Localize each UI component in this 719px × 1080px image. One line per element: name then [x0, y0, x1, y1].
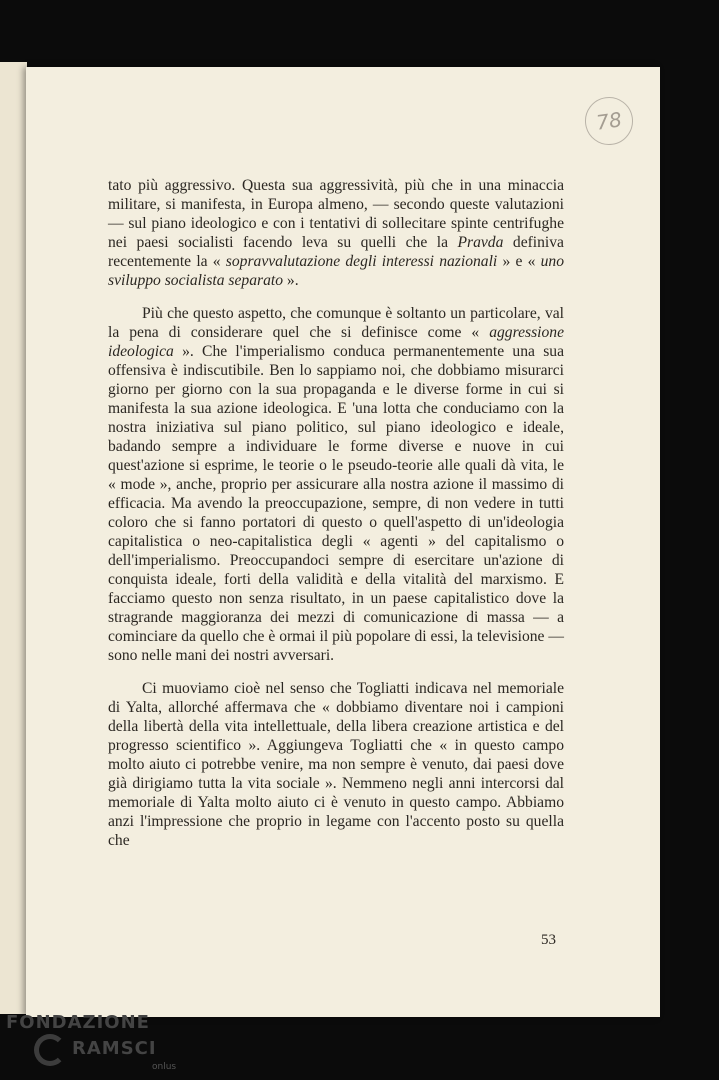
watermark-line1: FONDAZIONE: [6, 1012, 150, 1033]
paragraph-1: [108, 176, 564, 290]
g-logo-icon: [34, 1034, 66, 1066]
italic-phrase: sopravvalutazione degli interessi nazionali: [225, 253, 498, 270]
watermark-suffix: onlus: [152, 1062, 177, 1072]
handwritten-archive-number: 78: [582, 94, 636, 148]
page-number: 53: [541, 932, 556, 948]
paragraph-3: [108, 679, 564, 850]
fondazione-gramsci-watermark: [6, 1012, 206, 1078]
text-segment: Più che questo aspetto, che comunque è soltanto un particolare, val la pena di considerare quel che si definisce come «: [108, 305, 564, 341]
text-segment: Ci muoviamo cioè nel senso che Togliatti indicava nel memoriale di Yalta, allorché affermava che « dobbiamo diventare noi i campioni della libertà della vita intellettuale, della libera creazione artistica e del progresso scientifico ». Aggiungeva Togliatti che « in questo campo molto aiuto ci potrebbe venire, ma non sempre è venuto, dai paesi dove già dirigiamo tutta la vita sociale ». Nemmeno negli anni intercorsi dal memoriale di Yalta molto aiuto ci è venuto in questo campo. Abbiamo anzi l'impressione che proprio in legame con l'accento posto su quella che: [108, 680, 564, 849]
text-segment: ». Che l'imperialismo conduca permanentemente una sua offensiva è indiscutibile. Ben lo sappiamo noi, che dobbiamo misurarci giorno per giorno con la sua propaganda e le diverse forme in cui si manifesta la sua azione ideologica. E 'una lotta che conduciamo con la nostra iniziativa sul piano politico, sul piano ideologico e ideale, badando sempre a individuare le forme diverse e nuove in cui quest'azione si esprime, le teorie o le pseudo-teorie alle quali dà vita, le « mode », anche, proprio per assicurare alla nostra azione il massimo di efficacia. Ma avendo la preoccupazione, sempre, di non vedere in tutti coloro che si fanno portatori di questo o quell'aspetto di un'ideologia capitalistica o neo-capitalistica degli « agenti » del capitalismo o dell'imperialismo. Preoccupandoci sempre di esercitare un'azione di conquista ideale, forti della validità e della vitalità del marxismo. E facciamo questo non senza risultato, in un paese capitalistico dove la stragrande maggioranza dei mezzi di comunicazione di massa — a cominciare da quello che è ormai il più popolare di essi, la televisione — sono nelle mani dei nostri avversari.: [108, 343, 564, 664]
body-text: [108, 176, 564, 864]
text-segment: » e «: [497, 253, 541, 270]
text-segment: definiva recentemente la «: [108, 234, 564, 270]
paragraph-2: [108, 304, 564, 665]
text-segment: ».: [283, 272, 299, 289]
previous-page-edge: [0, 62, 27, 1014]
italic-phrase: Pravda: [457, 234, 504, 251]
watermark-line2: RAMSCI: [72, 1038, 157, 1059]
italic-phrase: uno sviluppo socialista separato: [108, 253, 565, 289]
text-segment: tato più aggressivo. Questa sua aggressività, più che in una minaccia militare, si manifesta, in Europa almeno, — secondo queste valutazioni — sul piano ideologico e con i tentativi di sollecitare spinte centrifughe nei paesi socialisti facendo leva su quelli che la: [108, 177, 564, 251]
italic-phrase: aggressione ideologica: [108, 324, 564, 360]
